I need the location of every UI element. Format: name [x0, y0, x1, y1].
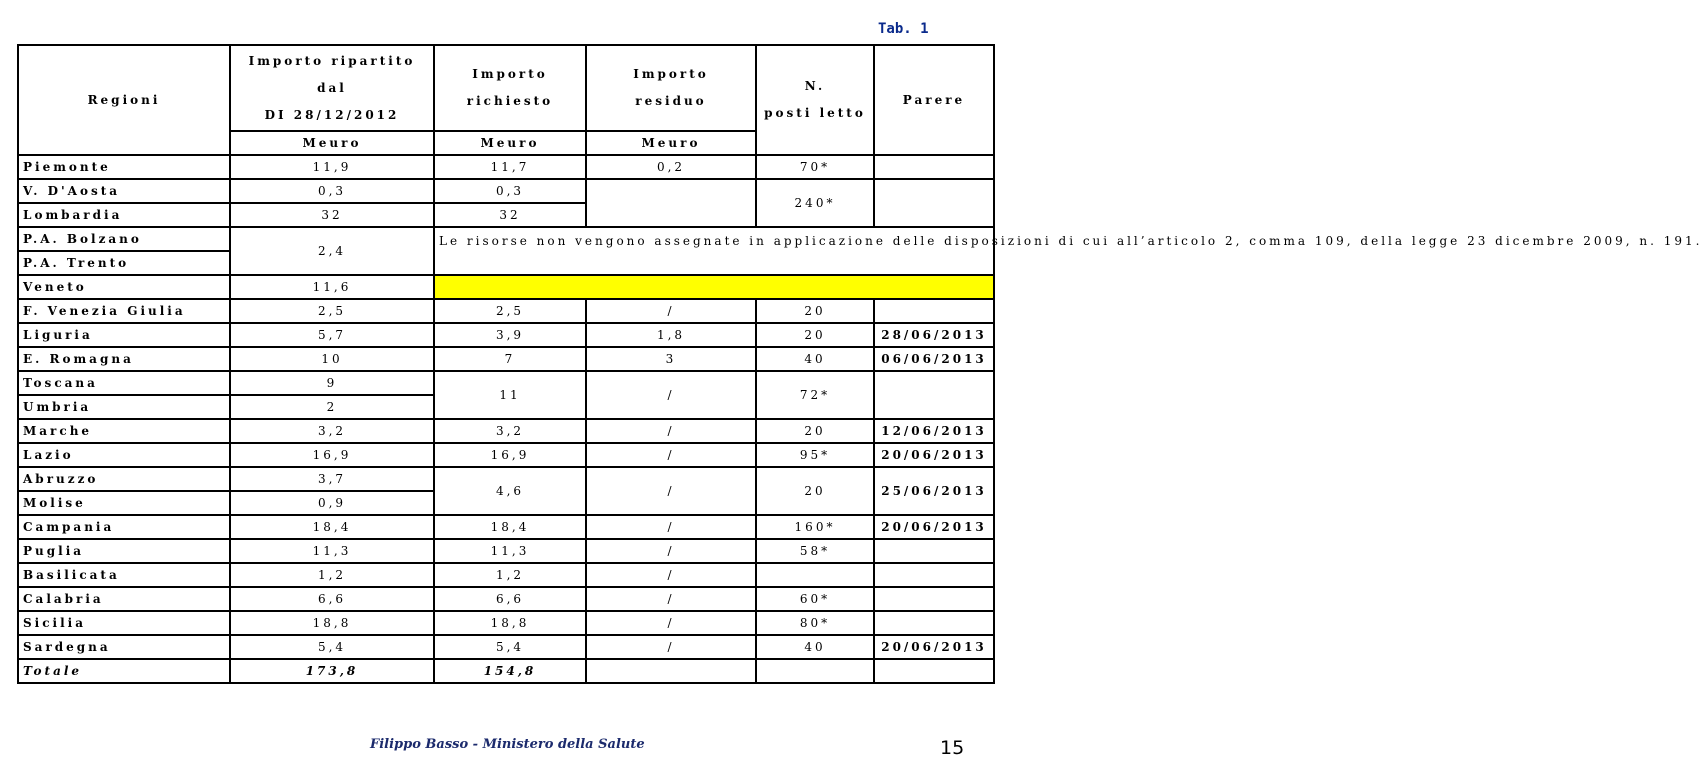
parere: 28/06/2013 [874, 323, 994, 347]
region-name: V. D'Aosta [18, 179, 230, 203]
posti-letto: 72* [756, 371, 874, 419]
region-name: Umbria [18, 395, 230, 419]
posti-letto: 60* [756, 587, 874, 611]
parere: 20/06/2013 [874, 635, 994, 659]
posti-letto: 40 [756, 635, 874, 659]
region-name: F. Venezia Giulia [18, 299, 230, 323]
importo-richiesto: 16,9 [434, 443, 586, 467]
importo-residuo: / [586, 419, 756, 443]
table-row [18, 227, 994, 251]
posti-letto [756, 563, 874, 587]
region-name: Lazio [18, 443, 230, 467]
header-importo-ripartito [230, 45, 434, 131]
header-importo-richiesto [434, 45, 586, 131]
regional-funding-table [17, 44, 1702, 684]
posti-letto: 70* [756, 155, 874, 179]
region-name: Piemonte [18, 155, 230, 179]
posti-letto: 80* [756, 611, 874, 635]
parere [874, 371, 994, 419]
footer-author: Filippo Basso - Ministero della Salute [370, 737, 645, 752]
veneto-highlight [434, 275, 994, 299]
region-name: Campania [18, 515, 230, 539]
posti-letto: 160* [756, 515, 874, 539]
parere [874, 299, 994, 323]
parere [874, 611, 994, 635]
table-row [18, 611, 994, 635]
importo-ripartito: 6,6 [230, 587, 434, 611]
importo-ripartito: 10 [230, 347, 434, 371]
total-ripartito: 173,8 [230, 659, 434, 683]
region-name: Sardegna [18, 635, 230, 659]
region-name: Abruzzo [18, 467, 230, 491]
importo-richiesto: 11,7 [434, 155, 586, 179]
importo-residuo [586, 179, 756, 227]
importo-richiesto: 3,9 [434, 323, 586, 347]
region-name: Toscana [18, 371, 230, 395]
parere [874, 563, 994, 587]
importo-richiesto: 32 [434, 203, 586, 227]
table-row [18, 443, 994, 467]
importo-richiesto: 11,3 [434, 539, 586, 563]
table-row [18, 563, 994, 587]
table-row [18, 419, 994, 443]
parere: 06/06/2013 [874, 347, 994, 371]
importo-ripartito: 18,4 [230, 515, 434, 539]
importo-richiesto: 5,4 [434, 635, 586, 659]
table-row [18, 467, 994, 491]
unit-residuo: Meuro [586, 131, 756, 155]
region-name: Marche [18, 419, 230, 443]
table-row [18, 515, 994, 539]
posti-letto: 58* [756, 539, 874, 563]
parere [874, 179, 994, 227]
importo-ripartito: 5,7 [230, 323, 434, 347]
parere: 20/06/2013 [874, 515, 994, 539]
importo-residuo: / [586, 371, 756, 419]
importo-ripartito: 2,4 [230, 227, 434, 275]
header-posti-letto-line2: posti letto [764, 106, 866, 120]
importo-richiesto: 18,4 [434, 515, 586, 539]
parere [874, 587, 994, 611]
importo-residuo: / [586, 515, 756, 539]
region-name: Liguria [18, 323, 230, 347]
header-importo-ripartito-line3: DI 28/12/2012 [264, 107, 400, 122]
parere [874, 539, 994, 563]
table-row [18, 155, 994, 179]
header-parere: Parere [874, 45, 994, 155]
total-richiesto: 154,8 [434, 659, 586, 683]
importo-residuo: / [586, 539, 756, 563]
region-name: P.A. Trento [18, 251, 230, 275]
table-row [18, 347, 994, 371]
header-importo-residuo-line2: residuo [635, 94, 707, 108]
region-name: Lombardia [18, 203, 230, 227]
importo-residuo: / [586, 443, 756, 467]
region-name: Veneto [18, 275, 230, 299]
importo-residuo: / [586, 467, 756, 515]
total-label: Totale [18, 659, 230, 683]
header-importo-richiesto-line2: richiesto [466, 94, 554, 108]
importo-ripartito: 5,4 [230, 635, 434, 659]
posti-letto: 20 [756, 419, 874, 443]
importo-richiesto: 11 [434, 371, 586, 419]
importo-richiesto: 18,8 [434, 611, 586, 635]
importo-ripartito: 11,6 [230, 275, 434, 299]
importo-ripartito: 0,9 [230, 491, 434, 515]
importo-residuo: 1,8 [586, 323, 756, 347]
importo-ripartito: 11,3 [230, 539, 434, 563]
importo-residuo: / [586, 587, 756, 611]
importo-ripartito: 18,8 [230, 611, 434, 635]
importo-ripartito: 0,3 [230, 179, 434, 203]
importo-ripartito: 9 [230, 371, 434, 395]
importo-residuo: 3 [586, 347, 756, 371]
total-row [18, 659, 994, 683]
region-name: Puglia [18, 539, 230, 563]
importo-residuo: / [586, 563, 756, 587]
posti-letto: 95* [756, 443, 874, 467]
parere: 12/06/2013 [874, 419, 994, 443]
header-posti-letto-line1: N. [804, 79, 826, 93]
table-row [18, 635, 994, 659]
total-residuo [586, 659, 756, 683]
table-label: Tab. 1 [878, 21, 929, 37]
importo-richiesto: 6,6 [434, 587, 586, 611]
region-name: E. Romagna [18, 347, 230, 371]
importo-ripartito: 16,9 [230, 443, 434, 467]
table-row [18, 371, 994, 395]
importo-residuo: / [586, 299, 756, 323]
importo-richiesto: 3,2 [434, 419, 586, 443]
posti-letto: 20 [756, 323, 874, 347]
total-posti [756, 659, 874, 683]
importo-richiesto: 0,3 [434, 179, 586, 203]
page-number: 15 [940, 737, 965, 759]
header-importo-ripartito-line2: dal [317, 80, 347, 95]
header-importo-ripartito-line1: Importo ripartito [248, 53, 416, 68]
pa-note: Le risorse non vengono assegnate in applicazione delle disposizioni di cui all’articolo 2, comma 109, della legge 23 dicembre 2009, n. 191. [434, 227, 994, 275]
importo-ripartito: 1,2 [230, 563, 434, 587]
table-row [18, 299, 994, 323]
total-parere [874, 659, 994, 683]
importo-ripartito: 2,5 [230, 299, 434, 323]
header-importo-residuo-line1: Importo [633, 67, 709, 81]
posti-letto: 40 [756, 347, 874, 371]
importo-richiesto: 7 [434, 347, 586, 371]
posti-letto: 20 [756, 299, 874, 323]
table-row [18, 179, 994, 203]
importo-residuo: / [586, 611, 756, 635]
header-regioni: Regioni [18, 45, 230, 155]
header-importo-richiesto-line1: Importo [472, 67, 548, 81]
header-importo-residuo [586, 45, 756, 131]
importo-richiesto: 2,5 [434, 299, 586, 323]
importo-ripartito: 32 [230, 203, 434, 227]
unit-richiesto: Meuro [434, 131, 586, 155]
posti-letto: 20 [756, 467, 874, 515]
parere: 25/06/2013 [874, 467, 994, 515]
importo-richiesto: 1,2 [434, 563, 586, 587]
region-name: Sicilia [18, 611, 230, 635]
region-name: Basilicata [18, 563, 230, 587]
header-posti-letto [756, 45, 874, 155]
importo-ripartito: 3,7 [230, 467, 434, 491]
posti-letto: 240* [756, 179, 874, 227]
importo-richiesto: 4,6 [434, 467, 586, 515]
table-row [18, 539, 994, 563]
importo-ripartito: 3,2 [230, 419, 434, 443]
table-row [18, 587, 994, 611]
parere: 20/06/2013 [874, 443, 994, 467]
table-row [18, 275, 994, 299]
importo-residuo: / [586, 635, 756, 659]
table-row [18, 323, 994, 347]
unit-ripartito: Meuro [230, 131, 434, 155]
importo-ripartito: 2 [230, 395, 434, 419]
importo-ripartito: 11,9 [230, 155, 434, 179]
region-name: P.A. Bolzano [18, 227, 230, 251]
parere [874, 155, 994, 179]
importo-residuo: 0,2 [586, 155, 756, 179]
region-name: Molise [18, 491, 230, 515]
region-name: Calabria [18, 587, 230, 611]
